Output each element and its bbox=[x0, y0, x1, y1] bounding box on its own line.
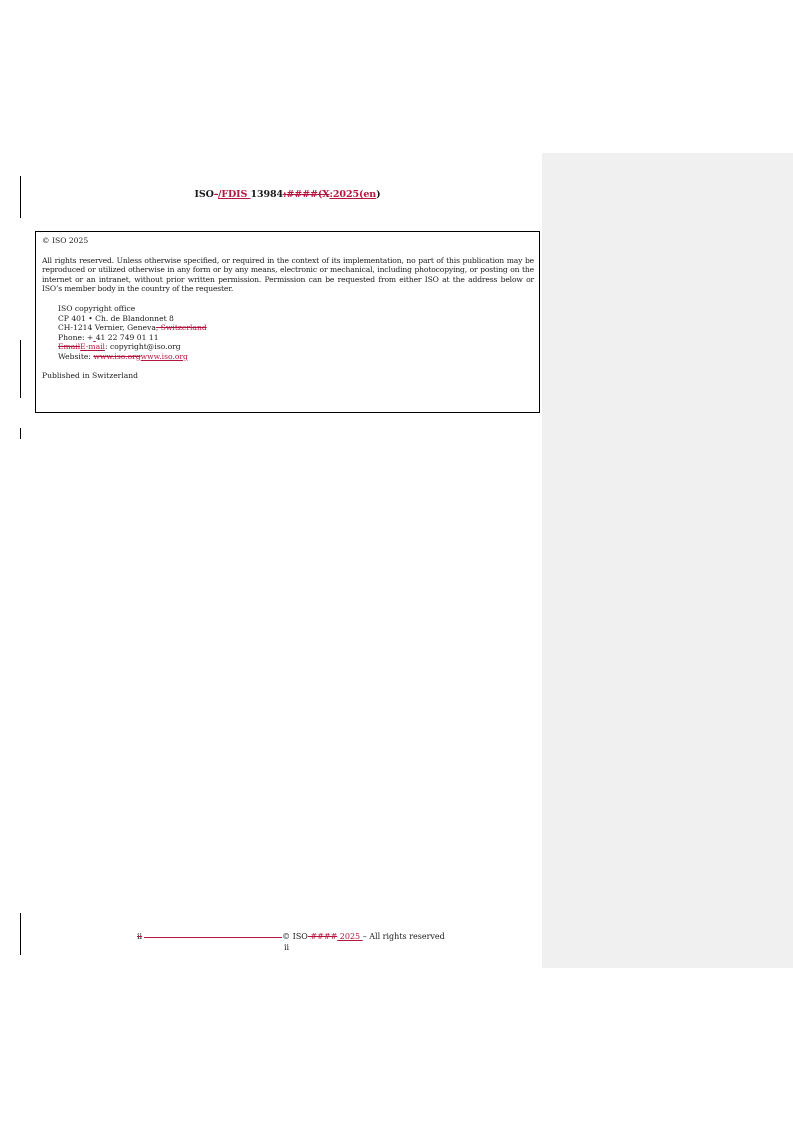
page-footer bbox=[137, 931, 447, 953]
change-bar bbox=[20, 340, 21, 398]
inserted-email-label: E-mail bbox=[80, 342, 105, 352]
phone-number: 41 22 749 01 11 bbox=[95, 332, 159, 342]
comments-pane bbox=[542, 153, 793, 968]
email-value: : copyright@iso.org bbox=[104, 342, 181, 352]
deleted-hash: #### bbox=[307, 932, 338, 941]
street-address: CP 401 • Ch. de Blandonnet 8 bbox=[58, 313, 174, 323]
deleted-email-label: Email bbox=[58, 342, 81, 352]
copyright-box bbox=[35, 231, 540, 413]
deleted-tab-rule bbox=[144, 937, 282, 938]
city-line bbox=[58, 323, 534, 333]
document-header bbox=[35, 189, 540, 200]
inserted-year: :2025(en bbox=[329, 189, 377, 200]
website-label: Website: bbox=[58, 351, 94, 361]
address-block bbox=[42, 304, 534, 362]
header-prefix: ISO bbox=[194, 189, 215, 200]
published-line: Published in Switzerland bbox=[42, 370, 139, 380]
inserted-year: 2025 bbox=[337, 932, 363, 941]
inserted-fdis: /FDIS bbox=[217, 189, 251, 200]
footer-copyright: © ISO bbox=[282, 932, 308, 941]
change-bar bbox=[20, 913, 21, 955]
deleted-hash: :####(X bbox=[283, 189, 330, 200]
footer-rights: – All rights reserved bbox=[362, 932, 445, 941]
phone-label: Phone: + bbox=[58, 332, 94, 342]
deleted-roman-page: ii bbox=[137, 932, 143, 941]
deleted-dash: - bbox=[214, 189, 218, 200]
rights-paragraph: All rights reserved. Unless otherwise specified, or required in the context of its implementation, no part of this publication may be reproduced or utilized otherwise in any form or by any means, electronic or mechanical, including photocopying, or posting on the internet or an intranet, without prior written permission. Permission can be requested from either ISO at the address below or ISO’s member body in the country of the requester. bbox=[42, 255, 534, 294]
copyright-line: © ISO 2025 bbox=[42, 236, 89, 245]
website-link[interactable]: www.iso.org bbox=[140, 351, 188, 361]
header-suffix: ) bbox=[376, 189, 381, 200]
change-bar bbox=[20, 176, 21, 218]
page-number: ii bbox=[284, 943, 290, 952]
phone-line bbox=[58, 333, 534, 343]
website-line bbox=[58, 352, 534, 362]
email-line bbox=[58, 342, 534, 352]
header-number: 13984 bbox=[250, 189, 283, 200]
city: CH-1214 Vernier, Geneva bbox=[58, 323, 156, 333]
office-name: ISO copyright office bbox=[58, 303, 136, 313]
deleted-website: www.iso.org bbox=[93, 351, 141, 361]
deleted-country: , Switzerland bbox=[155, 323, 207, 333]
change-bar bbox=[20, 428, 21, 439]
